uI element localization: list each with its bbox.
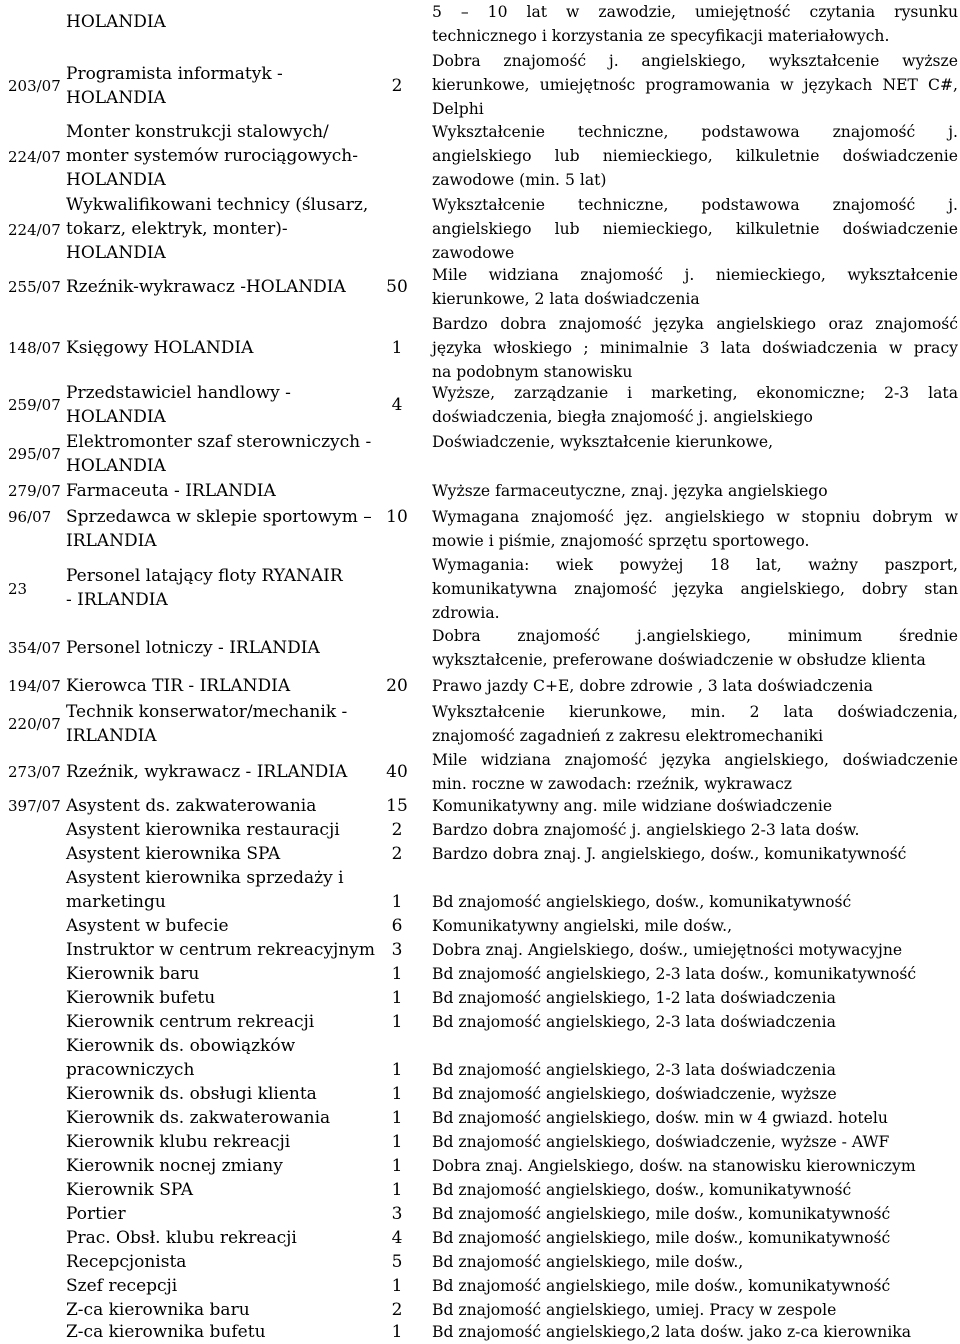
offer-code: 96/07 bbox=[8, 508, 52, 526]
requirements-line: min. roczne w zawodach: rzeźnik, wykrawacz bbox=[432, 775, 793, 793]
job-title bbox=[66, 479, 396, 503]
requirements-line: Bd znajomość angielskiego, doświadczenie, wyższe - AWF bbox=[432, 1133, 890, 1151]
job-title bbox=[66, 1010, 396, 1034]
requirements-line: Bd znajomość angielskiego, dośw., komunikatywność bbox=[432, 1181, 852, 1199]
position-count: 2 bbox=[391, 844, 403, 864]
requirements-line: Bd znajomość angielskiego, 2-3 lata dośw., komunikatywność bbox=[432, 965, 917, 983]
requirements-line: Bd znajomość angielskiego, mile dośw., komunikatywność bbox=[432, 1277, 891, 1295]
requirements-line: Bardzo dobra znaj. J. angielskiego, dośw., komunikatywność bbox=[432, 845, 907, 863]
position-count: 2 bbox=[391, 76, 403, 96]
job-title-line: Z-ca kierownika bufetu bbox=[66, 1322, 266, 1342]
job-title bbox=[66, 1250, 396, 1274]
job-title-line: monter systemów rurociągowych- bbox=[66, 146, 358, 166]
job-title bbox=[66, 62, 396, 110]
requirements bbox=[432, 430, 958, 454]
requirements bbox=[432, 1226, 958, 1250]
requirements-line: angielskiego lub niemieckiego, kilkuletnie doświadczenie bbox=[432, 220, 958, 238]
requirements bbox=[432, 312, 958, 384]
requirements bbox=[432, 1010, 958, 1034]
requirements-line: Bd znajomość angielskiego, 2-3 lata doświadczenia bbox=[432, 1013, 836, 1031]
requirements bbox=[432, 0, 958, 48]
position-count: 1 bbox=[391, 964, 403, 984]
job-title-line: tokarz, elektryk, monter)- bbox=[66, 219, 288, 239]
requirements bbox=[432, 49, 958, 121]
job-title-line: Asystent ds. zakwaterowania bbox=[66, 796, 317, 816]
job-title bbox=[66, 842, 396, 866]
offer-code: 194/07 bbox=[8, 677, 61, 695]
job-title bbox=[66, 10, 396, 34]
requirements bbox=[432, 1320, 958, 1344]
requirements-line: kierunkowe, umiejętnośc programowania w językach NET C#, bbox=[432, 76, 958, 94]
requirements bbox=[432, 700, 958, 748]
requirements-line: Bd znajomość angielskiego, 2-3 lata doświadczenia bbox=[432, 1061, 836, 1079]
requirements bbox=[432, 1130, 958, 1154]
offer-code: 259/07 bbox=[8, 396, 61, 414]
position-count: 1 bbox=[391, 1132, 403, 1152]
job-title bbox=[66, 938, 396, 962]
requirements-line: Delphi bbox=[432, 100, 484, 118]
requirements-line: Dobra znaj. Angielskiego, dośw., umiejętności motywacyjne bbox=[432, 941, 903, 959]
job-title bbox=[66, 193, 396, 265]
requirements-line: Komunikatywny angielski, mile dośw., bbox=[432, 917, 733, 935]
requirements-line: Wyższe, zarządzanie i marketing, ekonomiczne; 2-3 lata bbox=[432, 384, 958, 402]
requirements bbox=[432, 1178, 958, 1202]
requirements-line: Bd znajomość angielskiego, 1-2 lata doświadczenia bbox=[432, 989, 836, 1007]
job-title-line: Kierownik nocnej zmiany bbox=[66, 1156, 283, 1176]
job-title bbox=[66, 1178, 396, 1202]
job-title bbox=[66, 1226, 396, 1250]
requirements-line: Wyższe farmaceutyczne, znaj. języka angielskiego bbox=[432, 482, 828, 500]
requirements bbox=[432, 818, 958, 842]
position-count: 1 bbox=[391, 338, 403, 358]
position-count: 15 bbox=[386, 796, 408, 816]
position-count: 5 bbox=[391, 1252, 403, 1272]
requirements-line: Bd znajomość angielskiego, dośw., komunikatywność bbox=[432, 893, 852, 911]
requirements-line: Bardzo dobra znajomość języka angielskiego oraz znajomość bbox=[432, 315, 958, 333]
requirements-line: Komunikatywny ang. mile widziane doświadczenie bbox=[432, 797, 833, 815]
job-title-line: Prac. Obsł. klubu rekreacji bbox=[66, 1228, 297, 1248]
job-title-line: Szef recepcji bbox=[66, 1276, 178, 1296]
job-title bbox=[66, 962, 396, 986]
requirements bbox=[432, 962, 958, 986]
job-title-line: Kierownik ds. zakwaterowania bbox=[66, 1108, 331, 1128]
requirements-line: Wykształcenie techniczne, podstawowa znajomość j. bbox=[432, 123, 958, 141]
offer-code: 397/07 bbox=[8, 797, 61, 815]
requirements-line: zawodowe bbox=[432, 244, 515, 262]
requirements bbox=[432, 1274, 958, 1298]
requirements bbox=[432, 263, 958, 311]
offer-code: 255/07 bbox=[8, 278, 61, 296]
requirements-line: na podobnym stanowisku bbox=[432, 363, 633, 381]
requirements bbox=[432, 1058, 958, 1082]
requirements-line: mowie i piśmie, znajomość sprzętu sportowego. bbox=[432, 532, 810, 550]
requirements-line: Bd znajomość angielskiego,2 lata dośw. jako z-ca kierownika bbox=[432, 1323, 912, 1341]
job-title-line: pracowniczych bbox=[66, 1060, 195, 1080]
requirements bbox=[432, 938, 958, 962]
requirements bbox=[432, 748, 958, 796]
position-count: 1 bbox=[391, 1276, 403, 1296]
job-title bbox=[66, 866, 396, 914]
job-title-line: Monter konstrukcji stalowych/ bbox=[66, 122, 329, 142]
job-title-line: Asystent kierownika sprzedaży i bbox=[66, 868, 344, 888]
offer-code: 220/07 bbox=[8, 715, 61, 733]
job-title bbox=[66, 336, 396, 360]
job-title bbox=[66, 1320, 396, 1344]
requirements bbox=[432, 624, 958, 672]
offer-code: 273/07 bbox=[8, 763, 61, 781]
requirements-line: języka włoskiego ; minimalnie 3 lata doświadczenia w pracy bbox=[432, 339, 958, 357]
job-title bbox=[66, 914, 396, 938]
position-count: 2 bbox=[391, 820, 403, 840]
job-title bbox=[66, 275, 396, 299]
requirements-line: Bd znajomość angielskiego, dośw. min w 4 gwiazd. hotelu bbox=[432, 1109, 888, 1127]
job-title-line: Przedstawiciel handlowy - bbox=[66, 383, 291, 403]
job-title bbox=[66, 636, 396, 660]
position-count: 2 bbox=[391, 1300, 403, 1320]
requirements bbox=[432, 1298, 958, 1322]
requirements-line: Dobra znajomość j. angielskiego, wykształcenie wyższe bbox=[432, 52, 958, 70]
job-title bbox=[66, 700, 396, 748]
requirements-line: 5 – 10 lat w zawodzie, umiejętność czytania rysunku bbox=[432, 3, 958, 21]
job-title-line: Kierownik baru bbox=[66, 964, 200, 984]
position-count: 3 bbox=[391, 940, 403, 960]
job-title bbox=[66, 381, 396, 429]
job-title bbox=[66, 564, 396, 612]
requirements-line: Bd znajomość angielskiego, mile dośw., komunikatywność bbox=[432, 1229, 891, 1247]
requirements-line: Bardzo dobra znajomość j. angielskiego 2-3 lata dośw. bbox=[432, 821, 860, 839]
job-title-line: HOLANDIA bbox=[66, 456, 166, 476]
requirements-line: Wykształcenie kierunkowe, min. 2 lata doświadczenia, bbox=[432, 703, 958, 721]
job-title-line: Kierownik klubu rekreacji bbox=[66, 1132, 291, 1152]
requirements bbox=[432, 1106, 958, 1130]
job-title-line: Sprzedawca w sklepie sportowym – bbox=[66, 507, 372, 527]
requirements-line: Wymagana znajomość jęz. angielskiego w stopniu dobrym w bbox=[432, 508, 958, 526]
position-count: 1 bbox=[391, 1156, 403, 1176]
job-title-line: Personel latający floty RYANAIR bbox=[66, 566, 343, 586]
job-title bbox=[66, 818, 396, 842]
requirements-line: angielskiego lub niemieckiego, kilkuletnie doświadczenie bbox=[432, 147, 958, 165]
position-count: 4 bbox=[391, 395, 403, 415]
job-title bbox=[66, 1034, 396, 1082]
job-title-line: Portier bbox=[66, 1204, 126, 1224]
requirements-line: Mile widziana znajomość języka angielskiego, doświadczenie bbox=[432, 751, 958, 769]
requirements-line: Bd znajomość angielskiego, mile dośw., komunikatywność bbox=[432, 1205, 891, 1223]
offer-code: 279/07 bbox=[8, 482, 61, 500]
requirements bbox=[432, 193, 958, 265]
position-count: 1 bbox=[391, 892, 403, 912]
position-count: 50 bbox=[386, 277, 408, 297]
requirements bbox=[432, 914, 958, 938]
offer-code: 224/07 bbox=[8, 148, 61, 166]
job-title bbox=[66, 1106, 396, 1130]
job-title-line: Programista informatyk - bbox=[66, 64, 283, 84]
job-title bbox=[66, 1202, 396, 1226]
requirements-line: komunikatywna znajomość języka angielskiego, dobry stan bbox=[432, 580, 958, 598]
job-title bbox=[66, 1130, 396, 1154]
job-title-line: Personel lotniczy - IRLANDIA bbox=[66, 638, 320, 658]
position-count: 1 bbox=[391, 1322, 403, 1342]
offer-code: 295/07 bbox=[8, 445, 61, 463]
job-title-line: Asystent kierownika SPA bbox=[66, 844, 281, 864]
offer-code: 203/07 bbox=[8, 77, 61, 95]
requirements-line: Mile widziana znajomość j. niemieckiego, wykształcenie bbox=[432, 266, 958, 284]
job-title-line: - IRLANDIA bbox=[66, 590, 168, 610]
offer-code: 354/07 bbox=[8, 639, 61, 657]
requirements bbox=[432, 842, 958, 866]
job-title-line: HOLANDIA bbox=[66, 243, 166, 263]
requirements-line: kierunkowe, 2 lata doświadczenia bbox=[432, 290, 700, 308]
job-title-line: HOLANDIA bbox=[66, 12, 166, 32]
requirements-line: wykształcenie, preferowane doświadczenie w obsłudze klienta bbox=[432, 651, 926, 669]
job-title bbox=[66, 1298, 396, 1322]
job-title bbox=[66, 986, 396, 1010]
job-title bbox=[66, 794, 396, 818]
job-title-line: Kierowca TIR - IRLANDIA bbox=[66, 676, 291, 696]
job-title-line: Kierownik bufetu bbox=[66, 988, 216, 1008]
job-title bbox=[66, 1274, 396, 1298]
requirements-line: technicznego i korzystania ze specyfikacji materiałowych. bbox=[432, 27, 890, 45]
job-title-line: Kierownik ds. obsługi klienta bbox=[66, 1084, 317, 1104]
job-title-line: IRLANDIA bbox=[66, 531, 157, 551]
job-title-line: Technik konserwator/mechanik - bbox=[66, 702, 348, 722]
job-title bbox=[66, 1082, 396, 1106]
position-count: 40 bbox=[386, 762, 408, 782]
requirements bbox=[432, 479, 958, 503]
position-count: 4 bbox=[391, 1228, 403, 1248]
job-title-line: marketingu bbox=[66, 892, 166, 912]
job-title-line: Księgowy HOLANDIA bbox=[66, 338, 254, 358]
job-title-line: HOLANDIA bbox=[66, 407, 166, 427]
position-count: 20 bbox=[386, 676, 408, 696]
requirements bbox=[432, 120, 958, 192]
job-title-line: Wykwalifikowani technicy (ślusarz, bbox=[66, 195, 369, 215]
job-title bbox=[66, 430, 396, 478]
position-count: 10 bbox=[386, 507, 408, 527]
requirements bbox=[432, 1154, 958, 1178]
position-count: 1 bbox=[391, 1084, 403, 1104]
requirements-line: Wymagania: wiek powyżej 18 lat, ważny paszport, bbox=[432, 556, 958, 574]
position-count: 3 bbox=[391, 1204, 403, 1224]
job-title-line: Asystent kierownika restauracji bbox=[66, 820, 340, 840]
job-title-line: Recepcjonista bbox=[66, 1252, 187, 1272]
position-count: 1 bbox=[391, 1180, 403, 1200]
requirements bbox=[432, 674, 958, 698]
requirements-line: doświadczenia, biegła znajomość j. angielskiego bbox=[432, 408, 813, 426]
job-title bbox=[66, 760, 396, 784]
requirements bbox=[432, 505, 958, 553]
requirements-line: Doświadczenie, wykształcenie kierunkowe, bbox=[432, 433, 774, 451]
requirements-line: Bd znajomość angielskiego, mile dośw., bbox=[432, 1253, 744, 1271]
requirements-line: Prawo jazdy C+E, dobre zdrowie , 3 lata doświadczenia bbox=[432, 677, 873, 695]
position-count: 1 bbox=[391, 1060, 403, 1080]
job-title-line: Kierownik centrum rekreacji bbox=[66, 1012, 315, 1032]
job-title-line: Rzeźnik-wykrawacz -HOLANDIA bbox=[66, 277, 346, 297]
job-title bbox=[66, 120, 396, 192]
job-title-line: Instruktor w centrum rekreacyjnym bbox=[66, 940, 375, 960]
requirements-line: Wykształcenie techniczne, podstawowa znajomość j. bbox=[432, 196, 958, 214]
job-title bbox=[66, 674, 396, 698]
position-count: 1 bbox=[391, 1108, 403, 1128]
requirements-line: zawodowe (min. 5 lat) bbox=[432, 171, 607, 189]
job-title-line: Elektromonter szaf sterowniczych - bbox=[66, 432, 372, 452]
job-title-line: Kierownik ds. obowiązków bbox=[66, 1036, 296, 1056]
requirements-line: Bd znajomość angielskiego, doświadczenie, wyższe bbox=[432, 1085, 837, 1103]
requirements bbox=[432, 794, 958, 818]
job-title-line: Rzeźnik, wykrawacz - IRLANDIA bbox=[66, 762, 348, 782]
requirements bbox=[432, 553, 958, 625]
offer-code: 224/07 bbox=[8, 221, 61, 239]
requirements-line: Dobra znaj. Angielskiego, dośw. na stanowisku kierowniczym bbox=[432, 1157, 916, 1175]
requirements bbox=[432, 1250, 958, 1274]
requirements bbox=[432, 1202, 958, 1226]
requirements-line: zdrowia. bbox=[432, 604, 500, 622]
job-title-line: Z-ca kierownika baru bbox=[66, 1300, 250, 1320]
position-count: 1 bbox=[391, 988, 403, 1008]
requirements bbox=[432, 1082, 958, 1106]
job-title-line: Asystent w bufecie bbox=[66, 916, 229, 936]
requirements-line: Dobra znajomość j.angielskiego, minimum średnie bbox=[432, 627, 958, 645]
position-count: 1 bbox=[391, 1012, 403, 1032]
job-title bbox=[66, 505, 396, 553]
job-title-line: Farmaceuta - IRLANDIA bbox=[66, 481, 276, 501]
job-title-line: HOLANDIA bbox=[66, 88, 166, 108]
job-title bbox=[66, 1154, 396, 1178]
job-title-line: HOLANDIA bbox=[66, 170, 166, 190]
requirements-line: znajomość zagadnień z zakresu elektromechaniki bbox=[432, 727, 824, 745]
job-title-line: IRLANDIA bbox=[66, 726, 157, 746]
position-count: 6 bbox=[391, 916, 403, 936]
job-title-line: Kierownik SPA bbox=[66, 1180, 194, 1200]
offer-code: 148/07 bbox=[8, 339, 61, 357]
offer-code: 23 bbox=[8, 580, 28, 598]
requirements bbox=[432, 986, 958, 1010]
requirements-line: Bd znajomość angielskiego, umiej. Pracy w zespole bbox=[432, 1301, 837, 1319]
requirements bbox=[432, 381, 958, 429]
requirements bbox=[432, 890, 958, 914]
